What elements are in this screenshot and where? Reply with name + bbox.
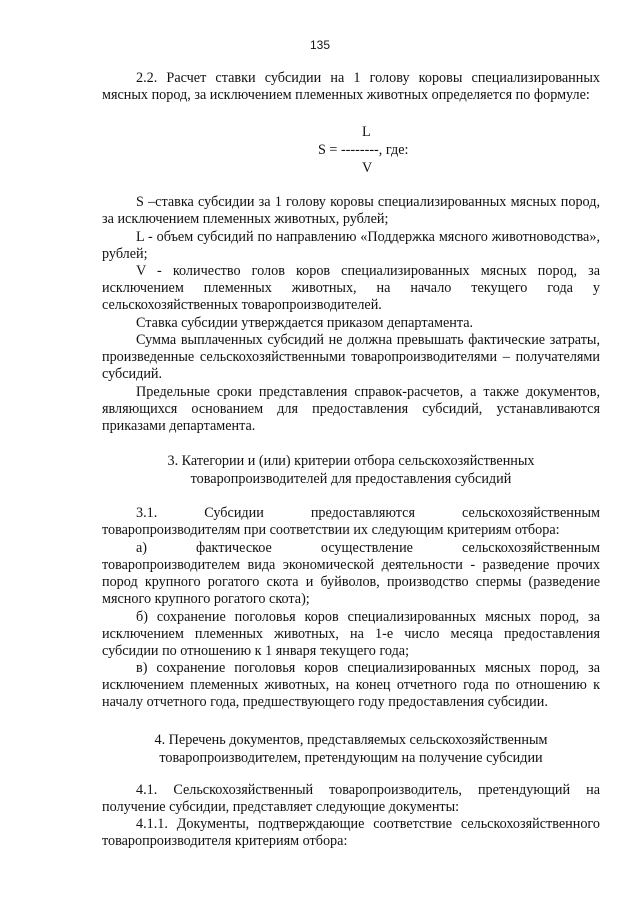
formula-numerator: L [362,124,371,140]
definition-s: S –ставка субсидии за 1 голову коровы специализированных мясных пород, за исключением племенных животных, рублей; [102,194,600,227]
criterion-b: б) сохранение поголовья коров специализированных мясных пород, за исключением племенных животных, на 1-е число месяца предоставления субсидии по отношению к 1 января текущего года; [102,609,600,659]
heading-section-4: 4. Перечень документов, представляемых сельскохозяйственным товаропроизводителем, претендующим на получение субсидии [154,732,548,766]
formula-line: S = --------, где: [318,142,409,158]
paragraph-4-1: 4.1. Сельскохозяйственный товаропроизводитель, претендующий на получение субсидии, представляет следующие документы: [102,782,600,815]
formula-denominator: V [362,160,373,176]
paragraph-4-1-1: 4.1.1. Документы, подтверждающие соответствие сельскохозяйственного товаропроизводителя критериям отбора: [102,816,600,849]
paragraph-sum: Сумма выплаченных субсидий не должна превышать фактические затраты, произведенные сельскохозяйственными товаропроизводителями – получателями субсидий. [102,332,600,382]
paragraph-terms: Предельные сроки представления справок-расчетов, а также документов, являющихся основанием для предоставления субсидий, устанавливаются приказами департамента. [102,384,600,434]
definition-v: V - количество голов коров специализированных мясных пород, за исключением племенных животных, на начало текущего года у сельскохозяйственных товаропроизводителей. [102,263,600,313]
criterion-v: в) сохранение поголовья коров специализированных мясных пород, за исключением племенных животных, на конец отчетного года по отношению к началу отчетного года, предшествующего году предоставления субсидии. [102,660,600,710]
definition-l: L - объем субсидий по направлению «Поддержка мясного животноводства», рублей; [102,229,600,262]
paragraph-2-2: 2.2. Расчет ставки субсидии на 1 голову коровы специализированных мясных пород, за исключением племенных животных определяется по формуле: [102,70,600,103]
criterion-a: а) фактическое осуществление сельскохозяйственным товаропроизводителем вида экономической деятельности - разведение прочих пород крупного рогатого скота и буйволов, производство спермы (разведение мясного крупного рогатого скота); [102,540,600,607]
heading-section-3: 3. Категории и (или) критерии отбора сельскохозяйственных товаропроизводителей для предоставления субсидий [167,453,535,487]
paragraph-3-1: 3.1. Субсидии предоставляются сельскохозяйственным товаропроизводителям при соответствии их следующим критериям отбора: [102,505,600,538]
page-number: 135 [309,38,331,52]
paragraph-rate: Ставка субсидии утверждается приказом департамента. [136,315,474,331]
